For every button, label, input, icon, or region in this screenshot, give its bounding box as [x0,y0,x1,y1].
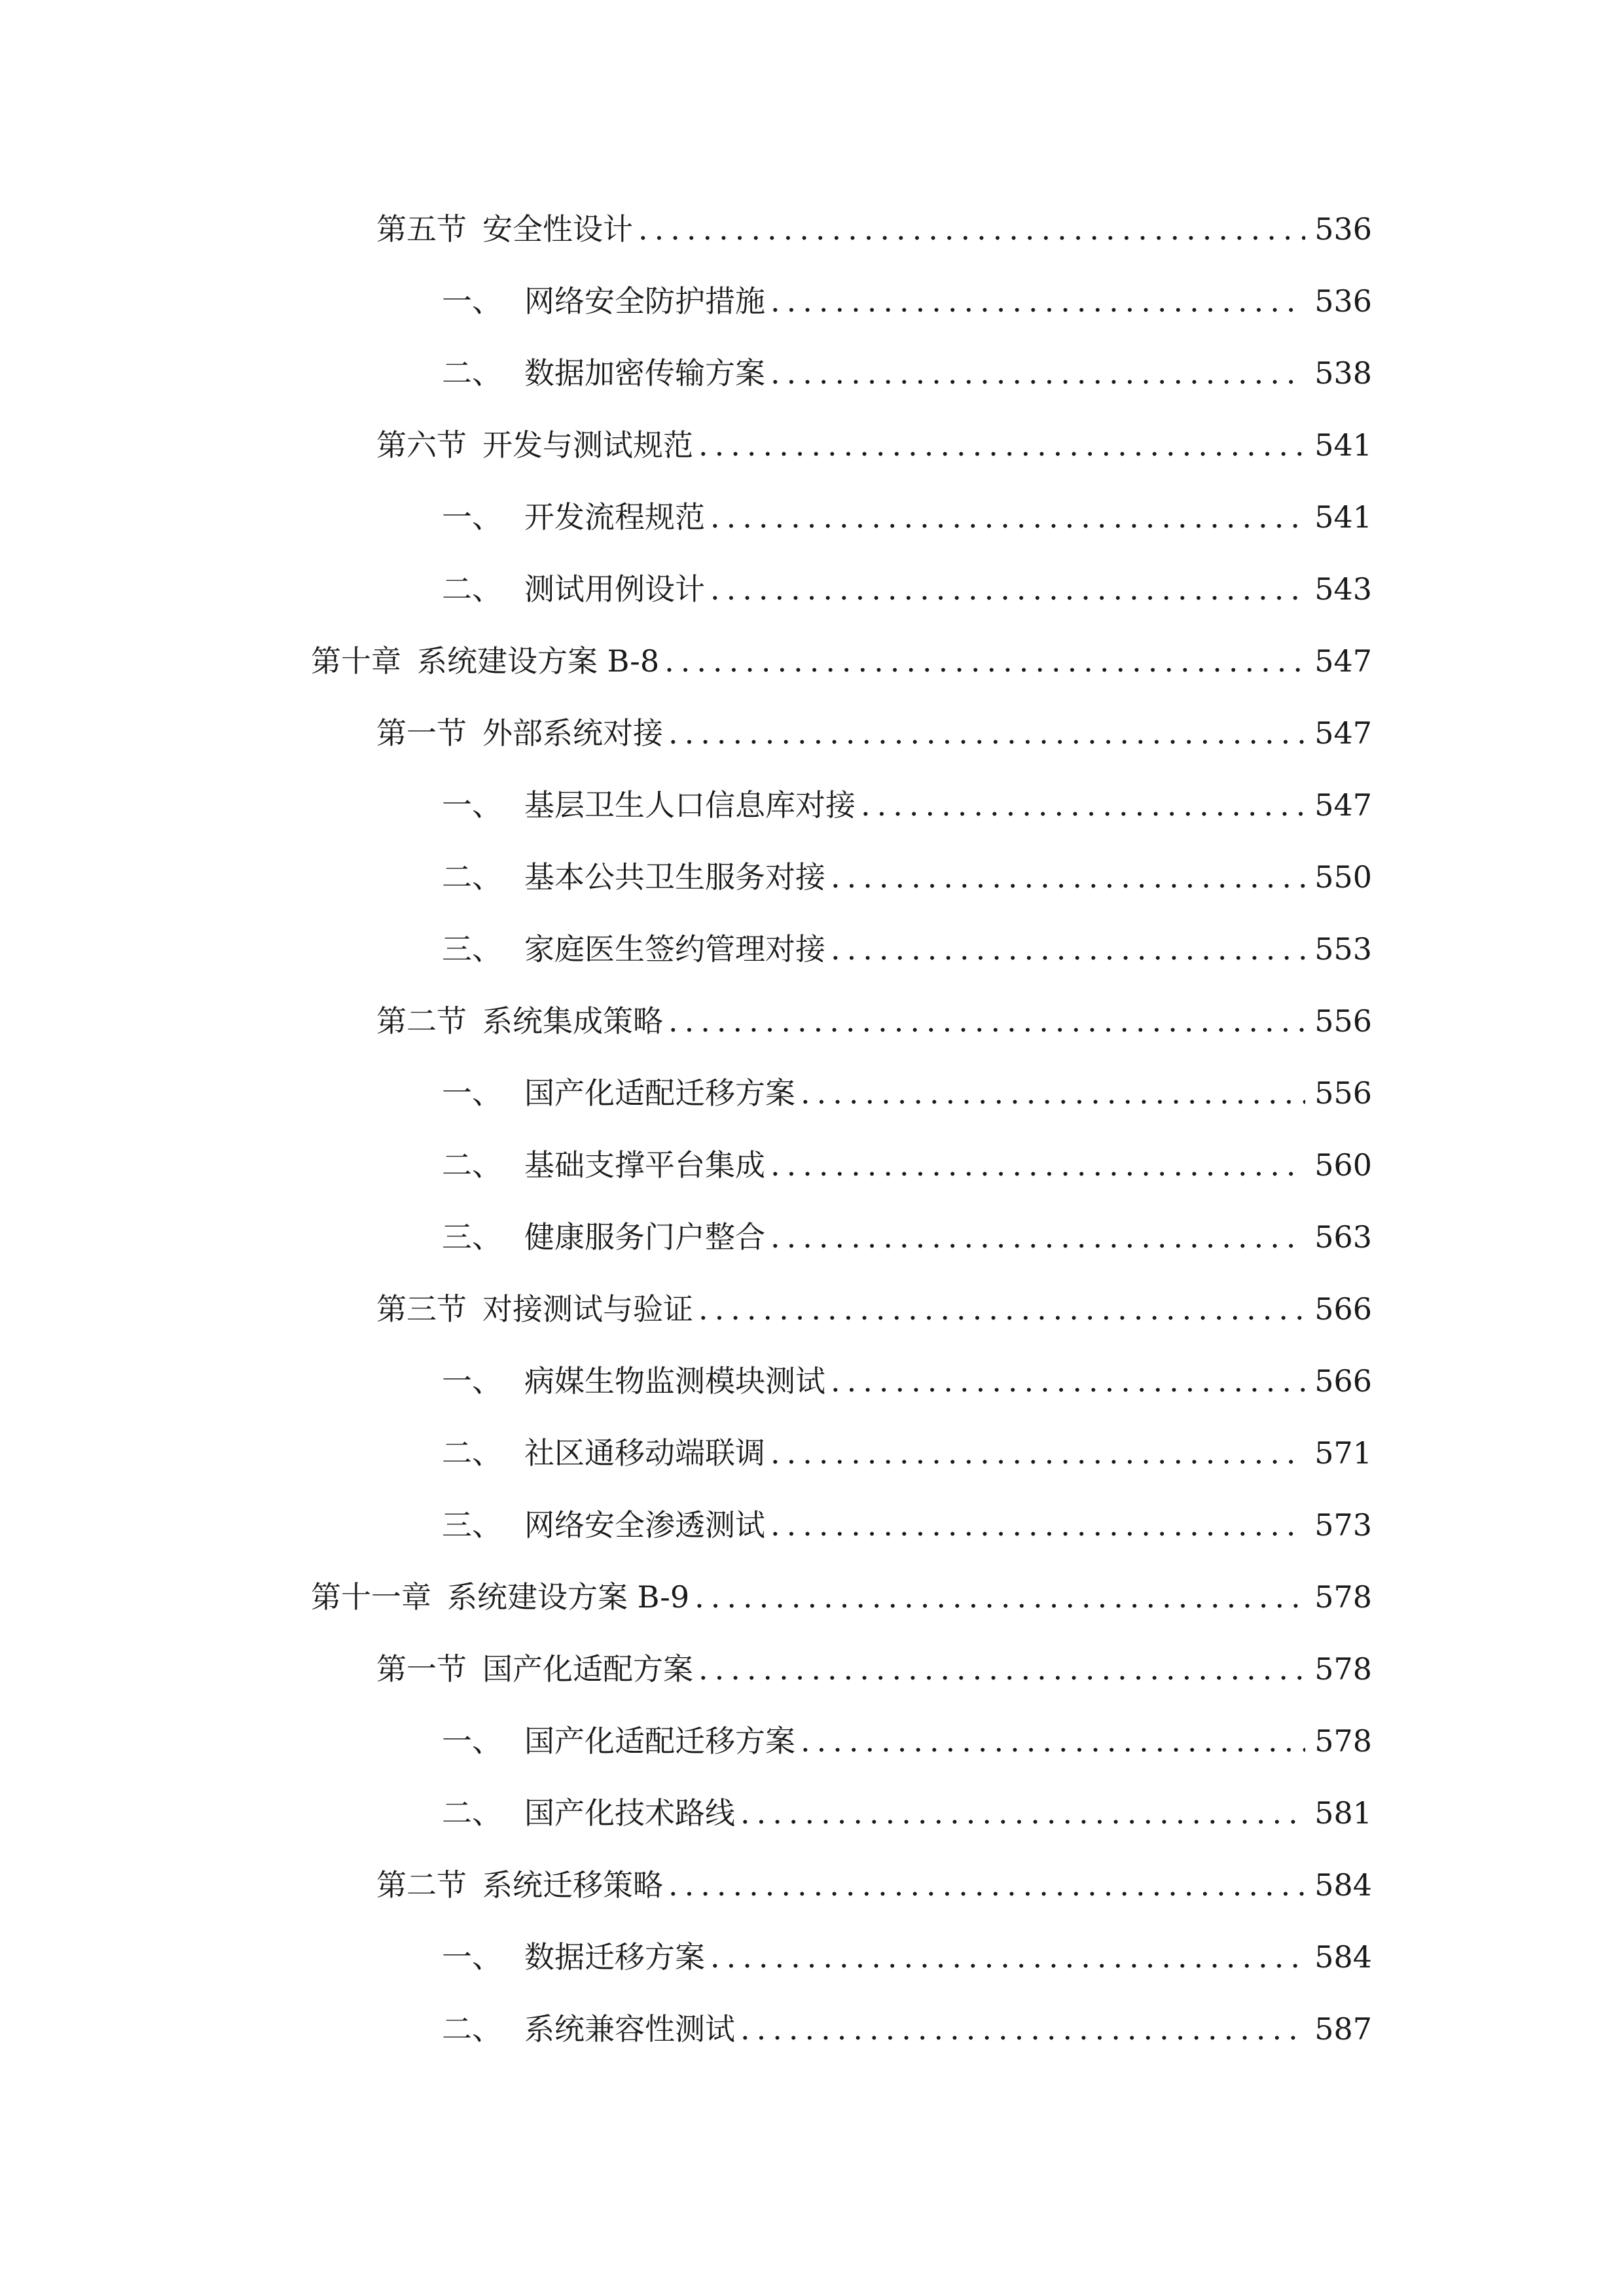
toc-dot-leader [698,1646,1305,1692]
toc-dot-leader [831,854,1305,900]
toc-entry-page: 566 [1314,1291,1372,1327]
toc-entry[interactable] [442,854,1372,900]
toc-dot-leader [770,350,1305,396]
toc-entry-page: 581 [1314,1795,1372,1831]
toc-entry-number: 一、 [442,1939,502,1975]
toc-entry-title: 国产化适配迁移方案 [524,1075,795,1111]
toc-entry-page: 584 [1314,1867,1372,1903]
toc-entry-page: 587 [1314,2011,1372,2047]
toc-dot-leader [770,1142,1305,1188]
toc-entry-title: 基层卫生人口信息库对接 [524,787,856,823]
toc-entry-number: 一、 [442,499,502,535]
toc-entry-number: 第二节 [376,1867,467,1903]
toc-dot-leader [770,1214,1305,1260]
toc-dot-leader [740,1790,1305,1836]
toc-entry-number: 三、 [442,1219,502,1255]
toc-entry-title: 基础支撑平台集成 [524,1147,765,1183]
toc-entry-page: 541 [1314,427,1372,463]
toc-entry-page: 578 [1314,1651,1372,1687]
toc-entry-page: 573 [1314,1507,1372,1543]
toc-entry-title: 国产化适配方案 [482,1651,693,1687]
toc-entry-page: 550 [1314,859,1372,895]
toc-entry-number: 第一节 [376,715,467,751]
toc-entry-number: 二、 [442,1795,502,1831]
toc-entry-title: 网络安全渗透测试 [524,1507,765,1543]
toc-entry-page: 553 [1314,931,1372,967]
toc-dot-leader [710,494,1305,540]
toc-entry-page: 538 [1314,355,1372,391]
toc-entry-page: 543 [1314,571,1372,607]
toc-entry[interactable] [442,350,1372,396]
toc-entry[interactable] [442,1790,1372,1836]
toc-dot-leader [668,998,1305,1044]
toc-entry[interactable] [442,494,1372,540]
toc-entry-number: 二、 [442,1435,502,1471]
toc-entry-number: 第五节 [376,211,467,247]
toc-entry[interactable] [376,1286,1372,1332]
toc-entry-title: 系统建设方案 B-9 [447,1579,690,1615]
toc-entry-page: 578 [1314,1579,1372,1615]
toc-entry-page: 556 [1314,1003,1372,1039]
toc-entry-number: 一、 [442,1363,502,1399]
toc-entry-number: 第三节 [376,1291,467,1327]
toc-entry-title: 安全性设计 [482,211,633,247]
toc-entry-page: 584 [1314,1939,1372,1975]
toc-entry-page: 563 [1314,1219,1372,1255]
toc-entry-page: 560 [1314,1147,1372,1183]
toc-entry-number: 第十一章 [311,1579,431,1615]
toc-entry-number: 二、 [442,2011,502,2047]
toc-entry-number: 一、 [442,283,502,319]
toc-entry-page: 556 [1314,1075,1372,1111]
toc-dot-leader [801,1718,1305,1764]
toc-entry-title: 健康服务门户整合 [524,1219,765,1255]
toc-entry-number: 二、 [442,571,502,607]
toc-entry-title: 外部系统对接 [482,715,663,751]
toc-entry-title: 家庭医生签约管理对接 [524,931,825,967]
toc-entry-page: 536 [1314,211,1372,247]
toc-entry-title: 测试用例设计 [524,571,705,607]
toc-dot-leader [710,1934,1305,1980]
toc-entry-title: 国产化技术路线 [524,1795,735,1831]
toc-entry-number: 二、 [442,859,502,895]
toc-dot-leader [740,2006,1305,2052]
toc-entry-page: 578 [1314,1723,1372,1759]
toc-entry[interactable] [311,1574,1372,1620]
toc-entry[interactable] [442,1934,1372,1980]
toc-entry-title: 对接测试与验证 [482,1291,693,1327]
toc-entry[interactable] [442,1718,1372,1764]
toc-entry-title: 基本公共卫生服务对接 [524,859,825,895]
toc-entry[interactable] [442,1142,1372,1188]
toc-entry[interactable] [442,782,1372,828]
toc-entry-page: 547 [1314,643,1372,679]
toc-entry[interactable] [442,1358,1372,1404]
toc-dot-leader [770,278,1305,324]
toc-entry[interactable] [442,566,1372,612]
toc-entry[interactable] [442,1430,1372,1476]
toc-entry[interactable] [376,710,1372,756]
toc-entry[interactable] [376,998,1372,1044]
toc-entry[interactable] [442,1502,1372,1548]
toc-entry-title: 数据加密传输方案 [524,355,765,391]
toc-entry[interactable] [376,206,1372,252]
toc-entry-number: 二、 [442,1147,502,1183]
toc-dot-leader [664,638,1305,684]
toc-entry-number: 一、 [442,787,502,823]
toc-entry-page: 566 [1314,1363,1372,1399]
toc-dot-leader [801,1070,1305,1116]
toc-entry-number: 第十章 [311,643,401,679]
toc-entry-title: 病媒生物监测模块测试 [524,1363,825,1399]
toc-dot-leader [668,1862,1305,1908]
toc-dot-leader [770,1430,1305,1476]
toc-entry-page: 536 [1314,283,1372,319]
toc-dot-leader [698,1286,1305,1332]
toc-entry-title: 开发与测试规范 [482,427,693,463]
toc-entry-number: 二、 [442,355,502,391]
toc-entry-number: 一、 [442,1723,502,1759]
toc-entry-number: 第一节 [376,1651,467,1687]
toc-entry[interactable] [442,1214,1372,1260]
toc-entry-page: 571 [1314,1435,1372,1471]
toc-entry-title: 系统建设方案 B-8 [417,643,660,679]
toc-entry-title: 系统迁移策略 [482,1867,663,1903]
toc-entry[interactable] [442,1070,1372,1116]
toc-entry-title: 社区通移动端联调 [524,1435,765,1471]
toc-entry-number: 三、 [442,1507,502,1543]
toc-entry[interactable] [442,278,1372,324]
toc-entry-page: 541 [1314,499,1372,535]
toc-entry-title: 数据迁移方案 [524,1939,705,1975]
toc-entry[interactable] [376,1646,1372,1692]
toc-entry[interactable] [311,638,1372,684]
toc-entry-title: 系统集成策略 [482,1003,663,1039]
toc-entry-number: 一、 [442,1075,502,1111]
toc-dot-leader [710,566,1305,612]
toc-entry-title: 开发流程规范 [524,499,705,535]
toc-dot-leader [698,422,1305,468]
toc-entry[interactable] [376,1862,1372,1908]
toc-dot-leader [861,782,1305,828]
toc-entry-title: 网络安全防护措施 [524,283,765,319]
toc-dot-leader [668,710,1305,756]
toc-dot-leader [770,1502,1305,1548]
toc-entry[interactable] [442,926,1372,972]
toc-entry-page: 547 [1314,787,1372,823]
toc-dot-leader [695,1574,1305,1620]
toc-dot-leader [638,206,1305,252]
toc-dot-leader [831,1358,1305,1404]
toc-entry[interactable] [442,2006,1372,2052]
toc-entry-number: 第六节 [376,427,467,463]
toc-entry-title: 系统兼容性测试 [524,2011,735,2047]
toc-entry-page: 547 [1314,715,1372,751]
toc-entry-number: 第二节 [376,1003,467,1039]
toc-entry-number: 三、 [442,931,502,967]
toc-entry[interactable] [376,422,1372,468]
toc-dot-leader [831,926,1305,972]
toc-entry-title: 国产化适配迁移方案 [524,1723,795,1759]
